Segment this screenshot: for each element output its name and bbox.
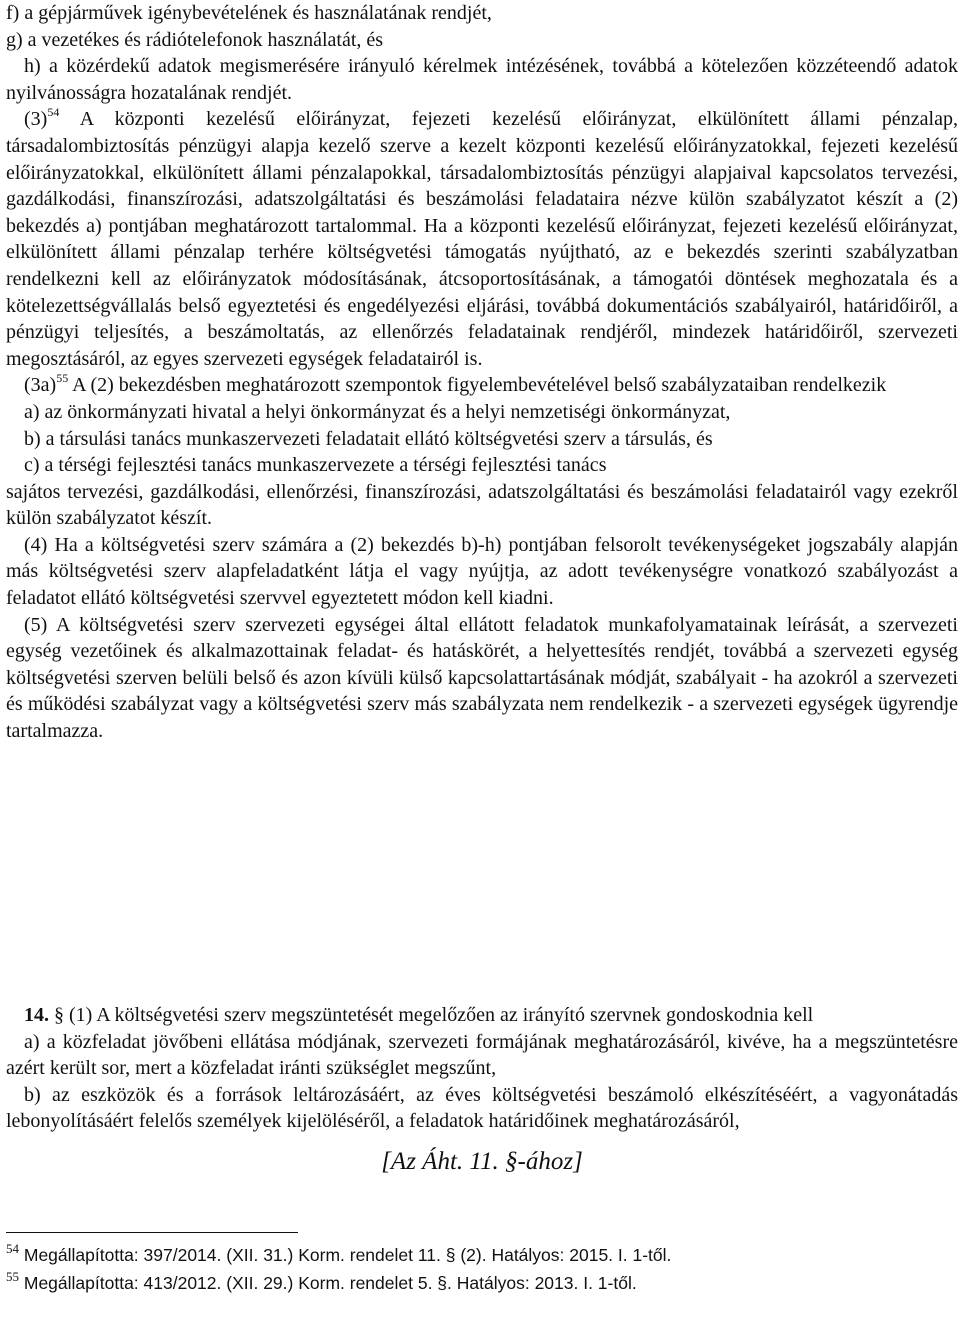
paragraph-3-label: (3) [24, 108, 48, 131]
list-item-h: h) a közérdekű adatok megismerésére irányuló kérelmek intézésének, továbbá a kötelezően közzéteendő adatok nyilvánosságra hozatalának rendjét. [6, 55, 958, 104]
section-symbol[interactable]: § [54, 1004, 64, 1026]
paragraph-3-text: A központi kezelésű előirányzat, fejezeti kezelésű előirányzat, elkülönített állami pénzalap, társadalombiztosítás pénzügyi alapja kezelő szerve a kezelt központi kezelésű előirányzatokkal, fejezeti kezelésű előirányzatokkal, elkülönített állami pénzalapokkal, társadalombiztosítás pénzügyi alapjaival kapcsolatos tervezési, gazdálkodási, finanszírozási, adatszolgáltatási és beszámolási feladataira nézve külön szabályzatot készít a (2) bekezdés a) pontjában meghatározott tartalommal. Ha a központi kezelésű előirányzat, fejezeti kezelésű előirányzat, elkülönített állami pénzalap terhére költségvetési támogatás nyújtható, az e bekezdés szerinti szabályzatban rendelkezni kell az előirányzatok módosításának, átcsoportosításának, a támogatói döntések meghozatala és a kötelezettségvállalás belső egyeztetési és engedélyezési eljárási, továbbá dokumentációs szabályairól, határidőiről, a pénzügyi teljesítés, a beszámoltatás, az ellenőrzés feladatainak rendjéről, mindezek határidőiről, szervezeti megosztásáról, az egyes szervezeti egységek feladatairól is. [6, 108, 958, 370]
section-14-item-a: a) a közfeladat jövőbeni ellátása módjának, szervezeti formájának meghatározásáról, kivéve, ha a megszüntetésre azért került sor, mert a közfeladat iránti szükséglet megszűnt, [6, 1030, 958, 1080]
footnotes [6, 1232, 958, 1297]
section-14-text: (1) A költségvetési szerv megszüntetését megelőzően az irányító szervnek gondoskodnia kell [69, 1004, 814, 1026]
paragraph-4: (4) Ha a költségvetési szerv számára a (2) bekezdés b)-h) pontjában felsorolt tevékenységeket jogszabály alapján más költségvetési szerv alapfeladatként látja el vagy nyújtja, az adott tevékenységre vonatkozó szabályozást a feladatot ellátó költségvetési szervvel egyeztetett módon kell kiadni. [6, 533, 958, 610]
footnote-ref-55[interactable]: 55 [56, 371, 69, 386]
footnote-55 [6, 1269, 958, 1297]
paragraph-3a-tail: sajátos tervezési, gazdálkodási, ellenőrzési, finanszírozási, adatszolgáltatási és beszámolási feladatairól vagy ezekről külön szabályzatot készít. [6, 480, 958, 530]
footnote-number: 54 [6, 1241, 19, 1256]
footnote-text: Megállapította: 413/2012. (XII. 29.) Korm. rendelet 5. §. Hatályos: 2013. I. 1-től. [23, 1273, 637, 1293]
section-14-item-b: b) az eszközök és a források leltározásáért, az éves költségvetési beszámoló elkészítéséért, a vagyonátadás lebonyolításáért felelős személyek kijelöléséről, a feladatok határidőinek meghatározásáról, [6, 1083, 958, 1133]
footnote-divider [6, 1232, 298, 1233]
list-item-f: f) a gépjárművek igénybevételének és használatának rendjét, [6, 2, 492, 24]
list-item-g: g) a vezetékes és rádiótelefonok használatát, és [6, 28, 384, 51]
paragraph-5: (5) A költségvetési szerv szervezeti egységei által ellátott feladatok munkafolyamatainak leírását, a szervezeti egység vezetőinek és alkalmazottainak feladat- és hatáskörét, a helyettesítés rendjét, továbbá a szervezeti egység költségvetési szerven belüli belső és azon kívüli külső kapcsolattartásának módját, szabályait - ha azokról a szervezeti és működési szabályzat vagy a költségvetési szerv más szabályzata nem rendelkezik - a szervezeti egységek ügyrendje tartalmazza. [6, 613, 958, 743]
paragraph-3a-label: (3a) [24, 374, 57, 397]
section-14-intro [6, 1002, 958, 1029]
section-14 [6, 1002, 958, 1135]
paragraph-3a-item-c: c) a térségi fejlesztési tanács munkaszervezete a térségi fejlesztési tanács [24, 454, 607, 477]
paragraph-3a [6, 372, 958, 399]
document-page [6, 0, 958, 745]
footnote-54 [6, 1241, 958, 1269]
section-14-number: 14. [24, 1004, 49, 1026]
paragraph-3a-text: A (2) bekezdésben meghatározott szempontok figyelembevételével belső szabályzataiban rendelkezik [72, 374, 887, 397]
paragraph-3a-item-a: a) az önkormányzati hivatal a helyi önkormányzat és a helyi nemzetiségi önkormányzat, [24, 400, 731, 423]
section-heading: [Az Áht. 11. §-ához] [381, 1148, 583, 1175]
footnote-text: Megállapította: 397/2014. (XII. 31.) Korm. rendelet 11. § (2). Hatályos: 2015. I. 1-től. [23, 1245, 672, 1265]
paragraph-3a-item-b: b) a társulási tanács munkaszervezeti feladatait ellátó költségvetési szerv a társulás, és [24, 427, 713, 450]
footnote-ref-54[interactable]: 54 [47, 105, 60, 120]
paragraph-3 [6, 106, 958, 372]
footnote-number: 55 [6, 1269, 19, 1284]
